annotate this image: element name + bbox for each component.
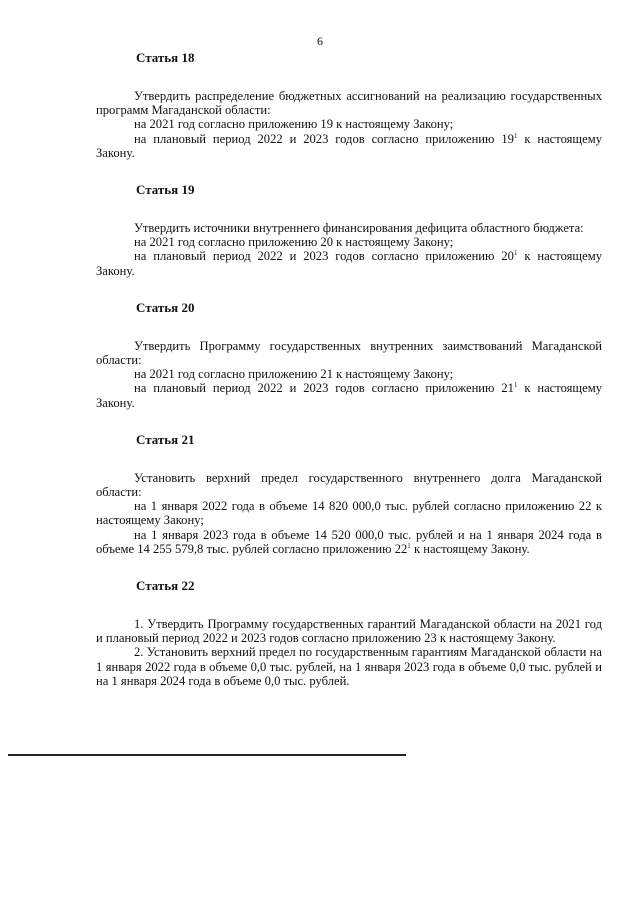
article-heading: Статья 20 — [136, 299, 195, 315]
article-paragraph: на 1 января 2022 года в объеме 14 820 000,0 тыс. рублей согласно приложению 22 к настоящему Закону; — [96, 499, 602, 528]
article-paragraph: Утвердить распределение бюджетных ассигнований на реализацию государственных программ Магаданской области: — [96, 89, 602, 118]
article-heading: Статья 18 — [136, 50, 195, 65]
article-20 — [96, 300, 602, 410]
article-paragraph: на 2021 год согласно приложению 19 к настоящему Закону; — [134, 117, 454, 132]
article-paragraph: на 1 января 2023 года в объеме 14 520 000,0 тыс. рублей и на 1 января 2024 года в объеме 14 255 579,8 тыс. рублей согласно приложению $22^1$ к настоящему Закону. — [96, 527, 602, 556]
article-paragraph: на плановый период 2022 и 2023 годов согласно приложению $20^1$ к настоящему Закону. — [96, 249, 602, 278]
article-paragraph: на 2021 год согласно приложению 20 к настоящему Закону; — [134, 235, 454, 250]
article-paragraph: на 2021 год согласно приложению 21 к настоящему Закону; — [134, 367, 454, 382]
footnote-divider — [8, 754, 406, 756]
article-paragraph: Установить верхний предел государственного внутреннего долга Магаданской области: — [96, 470, 602, 500]
article-paragraph: на плановый период 2022 и 2023 годов согласно приложению $19^1$ к настоящему Закону. — [96, 131, 602, 160]
article-heading: Статья 19 — [136, 182, 195, 198]
page-number: 6 — [317, 34, 323, 48]
article-heading: Статья 22 — [136, 578, 195, 594]
article-21 — [96, 432, 602, 556]
article-paragraph: 1. Утвердить Программу государственных гарантий Магаданской области на 2021 год и плановый период 2022 и 2023 годов согласно приложению 23 к настоящему Закону. — [96, 617, 602, 646]
article-paragraph: Утвердить Программу государственных внутренних заимствований Магаданской области: — [96, 338, 602, 368]
article-paragraph: 2. Установить верхний предел по государственным гарантиям Магаданской области на 1 января 2022 года в объеме 0,0 тыс. рублей, на 1 января 2023 года в объеме 0,0 тыс. рублей и на 1 января 2024 года в объеме 0,0 тыс. рублей. — [96, 645, 602, 688]
article-18 — [96, 50, 602, 160]
article-paragraph: Утвердить источники внутреннего финансирования дефицита областного бюджета: — [134, 221, 584, 236]
article-paragraph: на плановый период 2022 и 2023 годов согласно приложению $21^1$ к настоящему Закону. — [96, 381, 602, 410]
article-heading: Статья 21 — [136, 431, 195, 447]
article-22 — [96, 578, 602, 688]
document-body — [96, 50, 602, 688]
article-19 — [96, 182, 602, 278]
